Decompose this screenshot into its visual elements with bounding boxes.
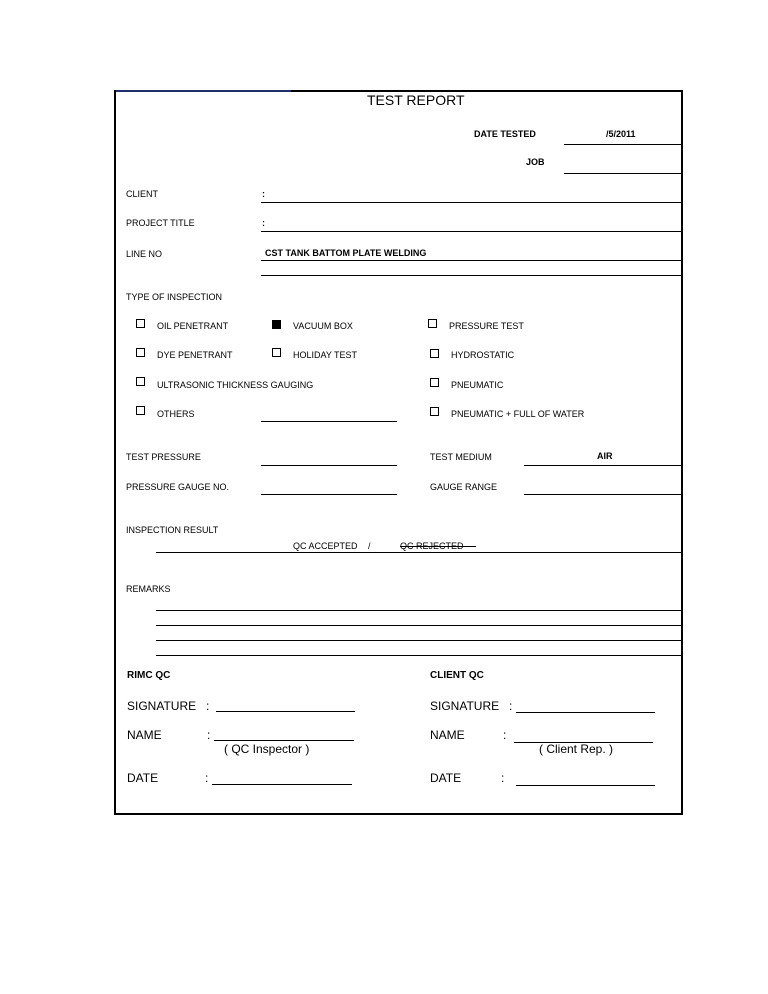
line-no-field-2[interactable]: [261, 275, 683, 276]
checkbox-pressure-test[interactable]: [428, 319, 437, 328]
rimc-signature-colon: :: [206, 699, 210, 713]
pressure-gauge-field[interactable]: [261, 494, 397, 495]
line-no-label: LINE NO: [126, 249, 163, 259]
date-tested-line: [564, 144, 683, 145]
rimc-signature-label: SIGNATURE: [127, 699, 197, 713]
option-ultrasonic: ULTRASONIC THICKNESS GAUGING: [157, 380, 314, 390]
date-tested-label: DATE TESTED: [474, 129, 536, 139]
test-medium-field: [524, 465, 683, 466]
checkbox-others[interactable]: [136, 406, 145, 415]
inspection-result-label: INSPECTION RESULT: [126, 525, 219, 535]
remarks-line-4[interactable]: [156, 655, 683, 656]
qc-rejected-option[interactable]: QC REJECTED: [400, 541, 464, 551]
remarks-label: REMARKS: [126, 584, 171, 594]
page-title: TEST REPORT: [367, 92, 465, 108]
client-field[interactable]: [261, 202, 683, 203]
rimc-qc-heading: RIMC QC: [127, 670, 171, 681]
client-name-colon: :: [503, 728, 507, 742]
inspection-result-field: [156, 552, 683, 553]
checkbox-hydrostatic[interactable]: [430, 349, 439, 358]
client-label: CLIENT: [126, 189, 159, 199]
test-medium-label: TEST MEDIUM: [430, 452, 492, 462]
client-signature-field[interactable]: [516, 712, 655, 713]
others-field[interactable]: [261, 421, 397, 422]
option-dye-penetrant: DYE PENETRANT: [157, 350, 233, 360]
checkbox-oil-penetrant[interactable]: [136, 319, 145, 328]
line-no-field: [261, 260, 683, 261]
project-title-colon: :: [262, 218, 265, 228]
gauge-range-label: GAUGE RANGE: [430, 482, 498, 492]
type-of-inspection-label: TYPE OF INSPECTION: [126, 292, 223, 302]
remarks-line-1[interactable]: [156, 610, 683, 611]
option-pneumatic: PNEUMATIC: [451, 380, 504, 390]
rimc-role: ( QC Inspector ): [224, 742, 310, 756]
checkbox-vacuum-box[interactable]: [272, 320, 281, 329]
remarks-line-3[interactable]: [156, 640, 683, 641]
client-colon: :: [262, 189, 265, 199]
option-vacuum-box: VACUUM BOX: [293, 321, 353, 331]
client-signature-colon: :: [509, 699, 513, 713]
client-date-colon: :: [501, 771, 505, 785]
project-title-field[interactable]: [261, 231, 683, 232]
client-date-label: DATE: [430, 771, 462, 785]
project-title-label: PROJECT TITLE: [126, 218, 195, 228]
gauge-range-field[interactable]: [524, 494, 683, 495]
option-hydrostatic: HYDROSTATIC: [451, 350, 515, 360]
line-no-value[interactable]: CST TANK BATTOM PLATE WELDING: [265, 248, 427, 258]
result-separator: /: [368, 541, 371, 551]
option-holiday-test: HOLIDAY TEST: [293, 350, 358, 360]
client-name-label: NAME: [430, 728, 465, 742]
test-pressure-field[interactable]: [261, 465, 397, 466]
checkbox-holiday-test[interactable]: [272, 348, 281, 357]
frame-accent-line: [116, 90, 291, 92]
rimc-signature-field[interactable]: [216, 711, 355, 712]
checkbox-dye-penetrant[interactable]: [136, 348, 145, 357]
rimc-name-colon: :: [207, 728, 211, 742]
option-pneumatic-water: PNEUMATIC + FULL OF WATER: [451, 409, 585, 419]
test-medium-value[interactable]: AIR: [597, 451, 613, 461]
rimc-date-colon: :: [205, 771, 209, 785]
client-date-field[interactable]: [516, 785, 655, 786]
option-pressure-test: PRESSURE TEST: [449, 321, 524, 331]
checkbox-pneumatic[interactable]: [430, 378, 439, 387]
pressure-gauge-label: PRESSURE GAUGE NO.: [126, 482, 230, 492]
checkbox-ultrasonic[interactable]: [136, 377, 145, 386]
rejected-strike-extension: [463, 546, 476, 547]
date-tested-value[interactable]: /5/2011: [606, 129, 636, 139]
remarks-line-2[interactable]: [156, 625, 683, 626]
rimc-name-field[interactable]: [214, 740, 354, 741]
option-others: OTHERS: [157, 409, 195, 419]
rimc-name-label: NAME: [127, 728, 162, 742]
test-pressure-label: TEST PRESSURE: [126, 452, 201, 462]
checkbox-pneumatic-water[interactable]: [430, 407, 439, 416]
qc-accepted-option[interactable]: QC ACCEPTED: [293, 541, 358, 551]
job-line[interactable]: [564, 173, 683, 174]
rimc-date-field[interactable]: [212, 784, 352, 785]
option-oil-penetrant: OIL PENETRANT: [157, 321, 229, 331]
client-role: ( Client Rep. ): [539, 742, 614, 756]
client-qc-heading: CLIENT QC: [430, 670, 484, 681]
client-signature-label: SIGNATURE: [430, 699, 500, 713]
rimc-date-label: DATE: [127, 771, 159, 785]
job-label: JOB: [526, 157, 545, 167]
